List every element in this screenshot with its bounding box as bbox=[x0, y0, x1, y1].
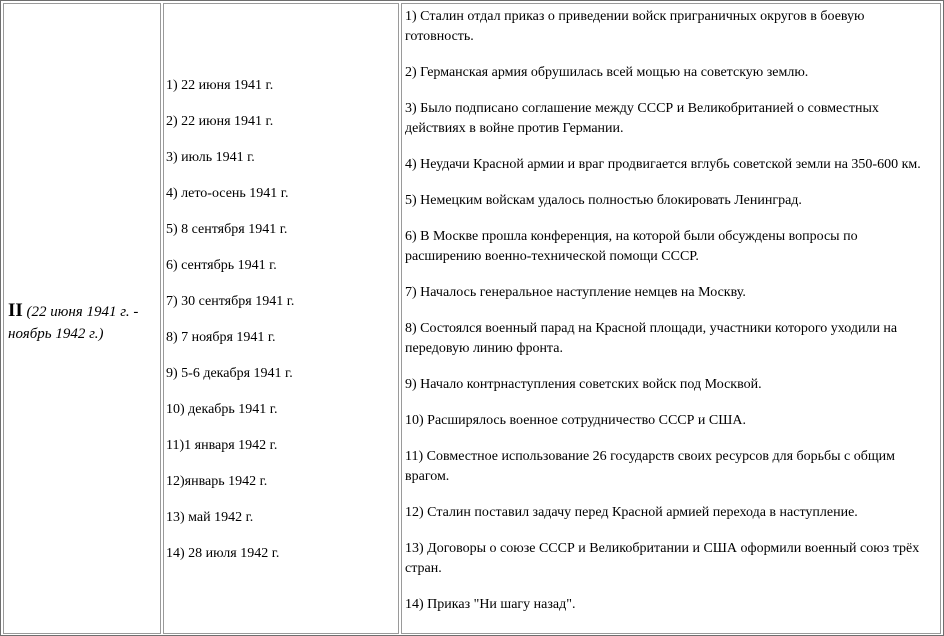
date-item: 6) сентябрь 1941 г. bbox=[166, 258, 277, 273]
event-item: 12) Сталин поставил задачу перед Красной армией перехода в наступление. bbox=[405, 505, 858, 520]
date-item: 1) 22 июня 1941 г. bbox=[166, 78, 274, 93]
date-item: 4) лето-осень 1941 г. bbox=[166, 186, 289, 201]
event-item: 13) Договоры о союзе СССР и Великобритании и США оформили военный союз трёх стран. bbox=[405, 541, 920, 576]
date-item: 9) 5-6 декабря 1941 г. bbox=[166, 366, 293, 381]
date-item: 7) 30 сентября 1941 г. bbox=[166, 294, 295, 309]
events-list bbox=[405, 7, 935, 631]
period-cell bbox=[3, 3, 161, 634]
date-item: 3) июль 1941 г. bbox=[166, 150, 255, 165]
period-label bbox=[8, 300, 160, 345]
period-roman-numeral: II bbox=[8, 300, 23, 321]
date-item: 12)январь 1942 г. bbox=[166, 474, 268, 489]
event-item: 7) Началось генеральное наступление немцев на Москву. bbox=[405, 285, 746, 300]
event-item: 8) Состоялся военный парад на Красной площади, участники которого уходили на передовую линию фронта. bbox=[405, 321, 898, 356]
event-item: 3) Было подписано соглашение между СССР и Великобританией о совместных действиях в войне против Германии. bbox=[405, 101, 879, 136]
period-date-range: (22 июня 1941 г. - ноябрь 1942 г.) bbox=[8, 304, 139, 342]
date-item: 8) 7 ноября 1941 г. bbox=[166, 330, 276, 345]
event-item: 4) Неудачи Красной армии и враг продвигается вглубь советской земли на 350-600 км. bbox=[405, 157, 921, 172]
date-item: 14) 28 июля 1942 г. bbox=[166, 546, 280, 561]
dates-cell bbox=[163, 3, 399, 634]
date-item: 5) 8 сентября 1941 г. bbox=[166, 222, 288, 237]
events-cell bbox=[401, 3, 941, 634]
event-item: 2) Германская армия обрушилась всей мощью на советскую землю. bbox=[405, 65, 809, 80]
date-item: 11)1 января 1942 г. bbox=[166, 438, 278, 453]
event-item: 9) Начало контрнаступления советских войск под Москвой. bbox=[405, 377, 762, 392]
event-item: 10) Расширялось военное сотрудничество СССР и США. bbox=[405, 413, 746, 428]
event-item: 1) Сталин отдал приказ о приведении войск приграничных округов в боевую готовность. bbox=[405, 9, 865, 44]
event-item: 11) Совместное использование 26 государств своих ресурсов для борьбы с общим врагом. bbox=[405, 449, 896, 484]
date-item: 13) май 1942 г. bbox=[166, 510, 254, 525]
dates-list bbox=[166, 76, 294, 580]
event-item: 6) В Москве прошла конференция, на которой были обсуждены вопросы по расширению военно-технической помощи СССР. bbox=[405, 229, 858, 264]
event-item: 14) Приказ "Ни шагу назад". bbox=[405, 597, 576, 612]
event-item: 5) Немецким войскам удалось полностью блокировать Ленинград. bbox=[405, 193, 802, 208]
date-item: 2) 22 июня 1941 г. bbox=[166, 114, 274, 129]
date-item: 10) декабрь 1941 г. bbox=[166, 402, 278, 417]
